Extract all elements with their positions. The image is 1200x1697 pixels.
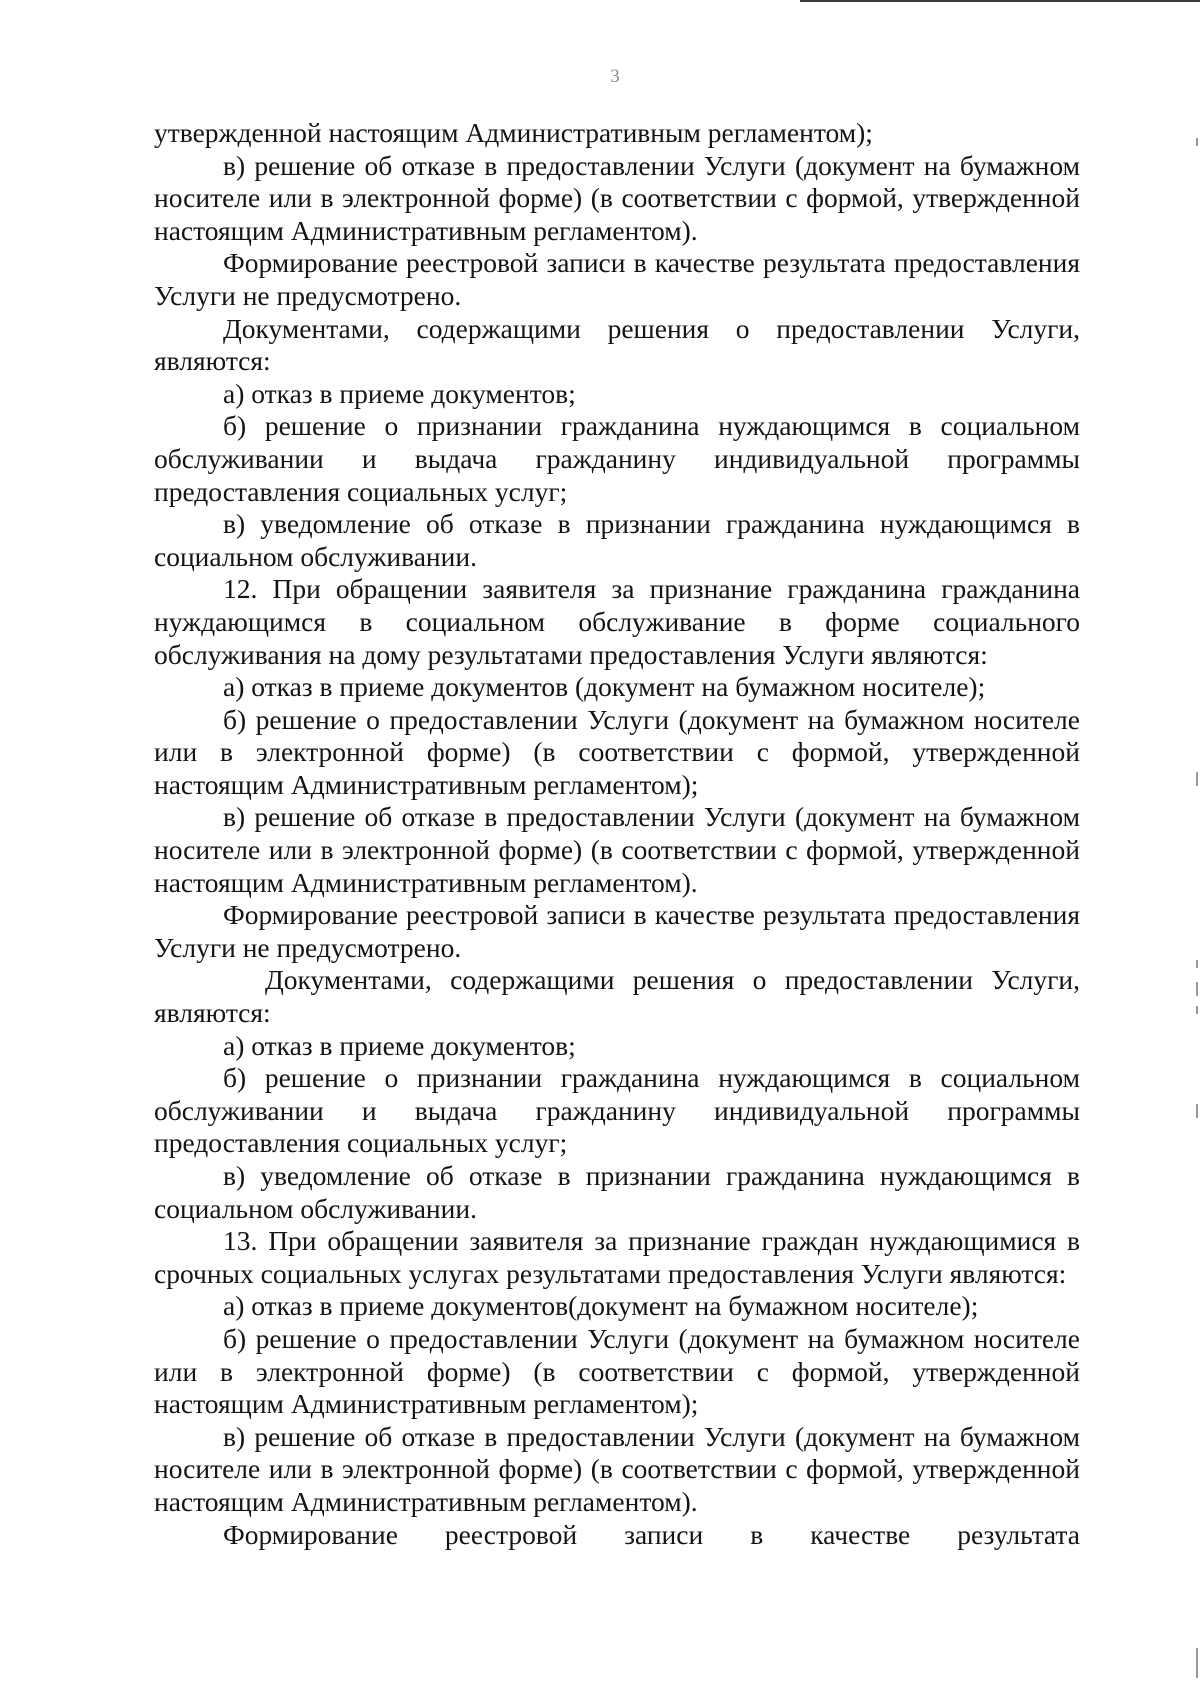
list-item-a: а) отказ в приеме документов; [223, 377, 576, 409]
scan-edge-mark [1196, 1648, 1198, 1678]
scan-edge-mark [1196, 772, 1198, 786]
list-item-a: а) отказ в приеме документов (документ на бумажном носителе); [223, 671, 986, 703]
scan-edge-mark [1196, 982, 1198, 996]
page-number: 3 [610, 66, 620, 87]
list-item-v: в) решение об отказе в предоставлении Услуги (документ на бумажном носителе или в электронной форме) (в соответствии с формой, утвержденной настоящим Административным регламентом). [154, 801, 1080, 898]
paragraph-registry-note: Формирование реестровой записи в качестве результата предоставления Услуги не предусмотрено. [154, 247, 1080, 311]
scan-edge-mark [1196, 138, 1198, 146]
scan-edge-mark [1196, 1104, 1198, 1118]
list-item-a: а) отказ в приеме документов; [223, 1029, 576, 1061]
document-body [154, 117, 1080, 1551]
list-item-a: а) отказ в приеме документов(документ на бумажном носителе); [223, 1290, 979, 1322]
list-item-b: б) решение о предоставлении Услуги (документ на бумажном носителе или в электронной форме) (в соответствии с формой, утвержденной настоящим Административным регламентом); [154, 1322, 1080, 1420]
clause-12: 12. При обращении заявителя за признание гражданина гражданина нуждающимся в социальном обслуживание в форме социального обслуживания на дому результатами предоставления Услуги являются: [154, 573, 1080, 670]
paragraph-documents-intro: Документами, содержащими решения о предоставлении Услуги, являются: [154, 964, 1080, 1029]
paragraph-continuation: утвержденной настоящим Административным регламентом); [154, 117, 873, 148]
list-item-b: б) решение о предоставлении Услуги (документ на бумажном носителе или в электронной форме) (в соответствии с формой, утвержденной настоящим Административным регламентом); [154, 703, 1080, 800]
list-item-b: б) решение о признании гражданина нуждающимся в социальном обслуживании и выдача гражданину индивидуальной программы предоставления социальных услуг; [154, 410, 1080, 507]
paragraph-registry-note: Формирование реестровой записи в качестве результата предоставления Услуги не предусмотрено. [154, 899, 1080, 963]
clause-13: 13. При обращении заявителя за признание граждан нуждающимися в срочных социальных услугах результатами предоставления Услуги являются: [154, 1225, 1080, 1289]
list-item-v: в) решение об отказе в предоставлении Услуги (документ на бумажном носителе или в электронной форме) (в соответствии с формой, утвержденной настоящим Административным регламентом). [154, 1420, 1080, 1517]
list-item-v: в) уведомление об отказе в признании гражданина нуждающимся в социальном обслуживании. [154, 1160, 1080, 1224]
paragraph-registry-note: Формирование реестровой записи в качестве результата [223, 1518, 1080, 1550]
list-item-v: в) решение об отказе в предоставлении Услуги (документ на бумажном носителе или в электронной форме) (в соответствии с формой, утвержденной настоящим Административным регламентом). [154, 149, 1080, 246]
list-item-b: б) решение о признании гражданина нуждающимся в социальном обслуживании и выдача гражданину индивидуальной программы предоставления социальных услуг; [154, 1062, 1080, 1159]
scan-edge-mark [1196, 960, 1198, 968]
list-item-v: в) уведомление об отказе в признании гражданина нуждающимся в социальном обслуживании. [154, 508, 1080, 572]
paragraph-documents-intro: Документами, содержащими решения о предоставлении Услуги, являются: [154, 312, 1080, 377]
scan-top-rule [800, 0, 1200, 2]
scan-edge-mark [1196, 1006, 1198, 1014]
